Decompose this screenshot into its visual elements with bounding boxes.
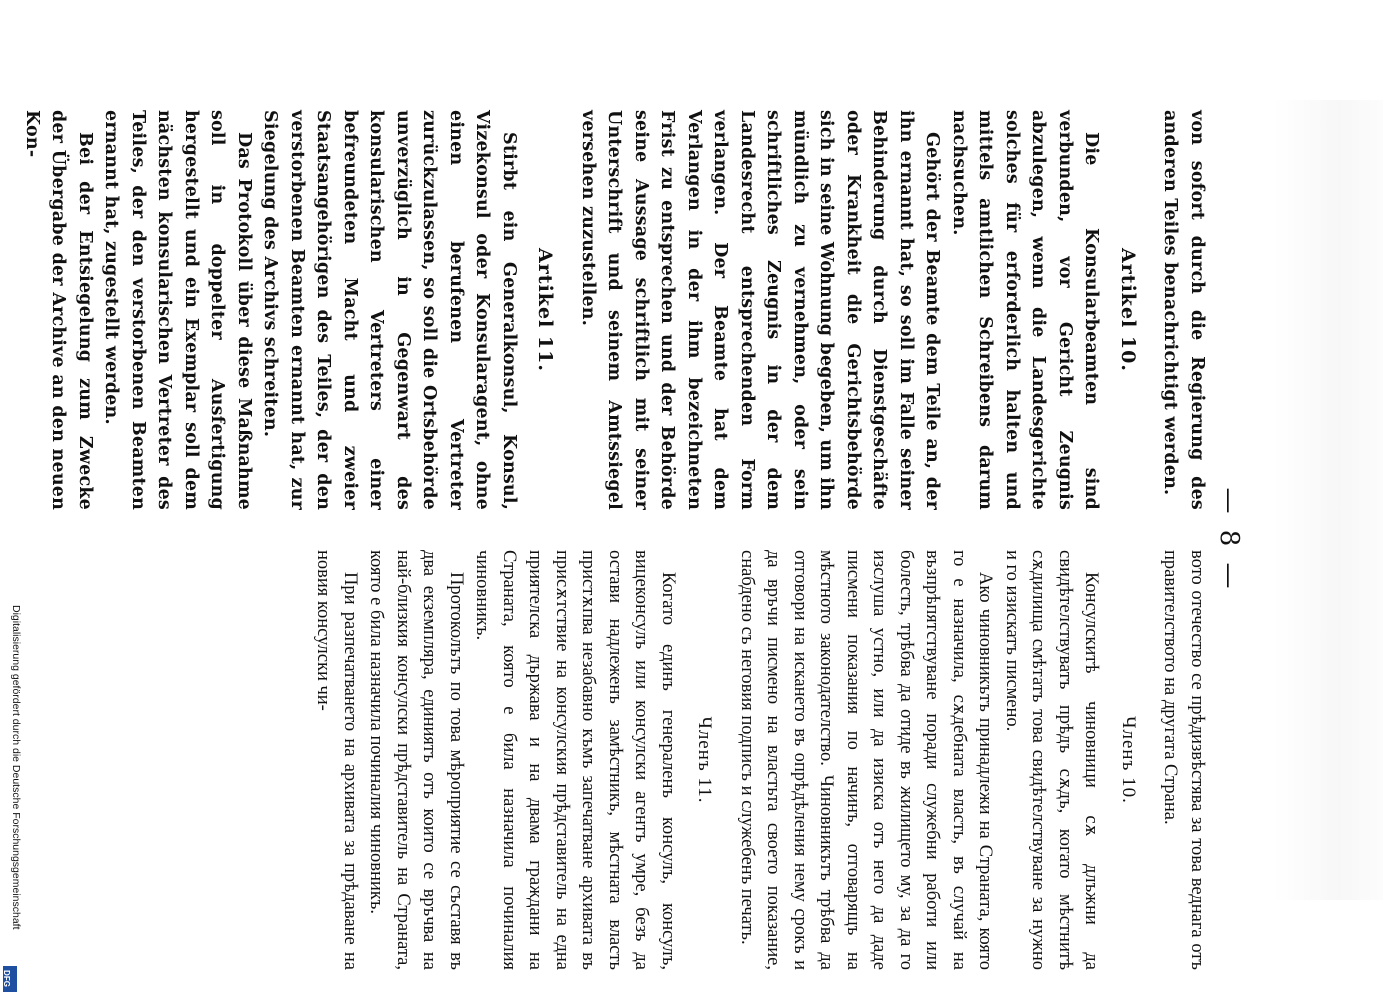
german-paragraph-4: Das Protokoll über diese Maßnahme soll in doppelter Ausfertigung hergestellt und ein Exemplar soll dem nächsten konsularischen Vertreter des Teiles, der den verstorbenen Beamten ernannt hat, zugestellt werden. <box>101 110 254 510</box>
german-paragraph-0: von sofort durch die Regierung des anderen Teiles benachrichtigt werden. <box>1160 110 1207 510</box>
german-paragraph-5: Bei der Entsiegelung zum Zwecke der Übergabe der Archive an den neuen Kon- <box>22 110 95 510</box>
bulgarian-paragraph-4: Протоколътъ по това мѣроприятие се съставя въ два екземпляра, единиятъ отъ които се връчва на най-близкия консулски прѣдставитель на Страната, която е била назначила починалия чиновникъ. <box>366 550 466 970</box>
bulgarian-paragraph-3: Когато единъ генераленъ консулъ, консулъ, вицеконсулъ или консулски агентъ умре, безъ да остави надлеженъ замѣстникъ, мѣстната власть пристѫпва незабавно къмъ запечатване архивата въ присѫтствие на консулския прѣдставитель на една приятелска държава и на двама граждани на Страната, която е била назначила починалия чиновникъ. <box>472 550 678 970</box>
bulgarian-paragraph-2: Ако чиновникътъ принадлежи на Страната, която го е назначила, сѫдебната власть, въ случай на възпрѣпятствуване поради служебни работи или болесть, трѣбва да отиде въ жилището му, за да го изслуша устно, или да изиска отъ него да даде писмени показания по начинъ, отговарящъ на мѣстното законодателство. Чиновникътъ трѣбва да отговори на искането въ опрѣдѣления нему срокъ и да връчи писмено на властьта своето показание, снабдено съ неговия подписъ и служебенъ печать. <box>737 550 996 970</box>
dfg-logo: DFG <box>3 966 17 992</box>
german-paragraph-3: Stirbt ein Generalkonsul, Konsul, Vizekonsul oder Konsularagent, ohne einen berufenen Vertreter zurückzulassen, so soll die Ortsbehörde unverzüglich in Gegenwart des konsularischen Vertreters einer befreundeten Macht und zweier Staatsangehörigen des Teiles, der den verstorbenen Beamten ernannt hat, zur Siegelung des Archivs schreiten. <box>260 110 519 510</box>
page-number: — 8 — <box>1214 487 1244 593</box>
german-paragraph-1: Die Konsularbeamten sind verbunden, vor Gericht Zeugnis abzulegen, wenn die Landesgerichte solches für erforderlich halten und mittels amtlichen Schreibens darum nachsuchen. <box>949 110 1102 510</box>
german-paragraph-2: Gehört der Beamte dem Teile an, der ihn ernannt hat, so soll im Falle seiner Behinderung durch Dienstgeschäfte oder Krankheit die Gerichtsbehörde sich in seine Wohnung begeben, um ihn mündlich zu vernehmen, oder sein schriftliches Zeugnis in der dem Landesrecht entsprechenden Form verlangen. Der Beamte hat dem Verlangen in der ihm bezeichneten Frist zu entsprechen und der Behörde seine Aussage schriftlich mit seiner Unterschrift und seinem Amtssiegel versehen zuzustellen. <box>578 110 943 510</box>
bulgarian-paragraph-5: При разпечатването на архивата за прѣдаване на новия консулски чи- <box>313 550 360 970</box>
digitization-sidebar <box>0 0 26 1000</box>
dfg-credit-text: Digitalisierung gefördert durch die Deutsche Forschungsgemeinschaft <box>10 605 22 930</box>
german-heading-article-11: Artikel 11. <box>534 248 557 372</box>
bulgarian-column <box>310 550 1210 970</box>
bulgarian-paragraph-0: вото отечество се прѣдизвѣстява за това веднага отъ правителството на другата Страна. <box>1160 550 1207 970</box>
bulgarian-heading-article-11: Членъ 11. <box>694 716 716 804</box>
bulgarian-paragraph-1: Консулскитѣ чиновници сѫ длъжни да свидѣтелствуватъ прѣдъ сѫдъ, когато мѣстнитѣ сѫдилища смѣтатъ това свидѣтелствуване за нужно и го изискатъ писмено. <box>1002 550 1102 970</box>
bulgarian-heading-article-10: Членъ 10. <box>1118 716 1139 804</box>
page-edge-shadow <box>1273 100 1383 900</box>
german-heading-article-10: Artikel 10. <box>1117 248 1139 372</box>
german-column <box>19 110 1211 510</box>
rotated-page-content <box>22 110 1250 970</box>
